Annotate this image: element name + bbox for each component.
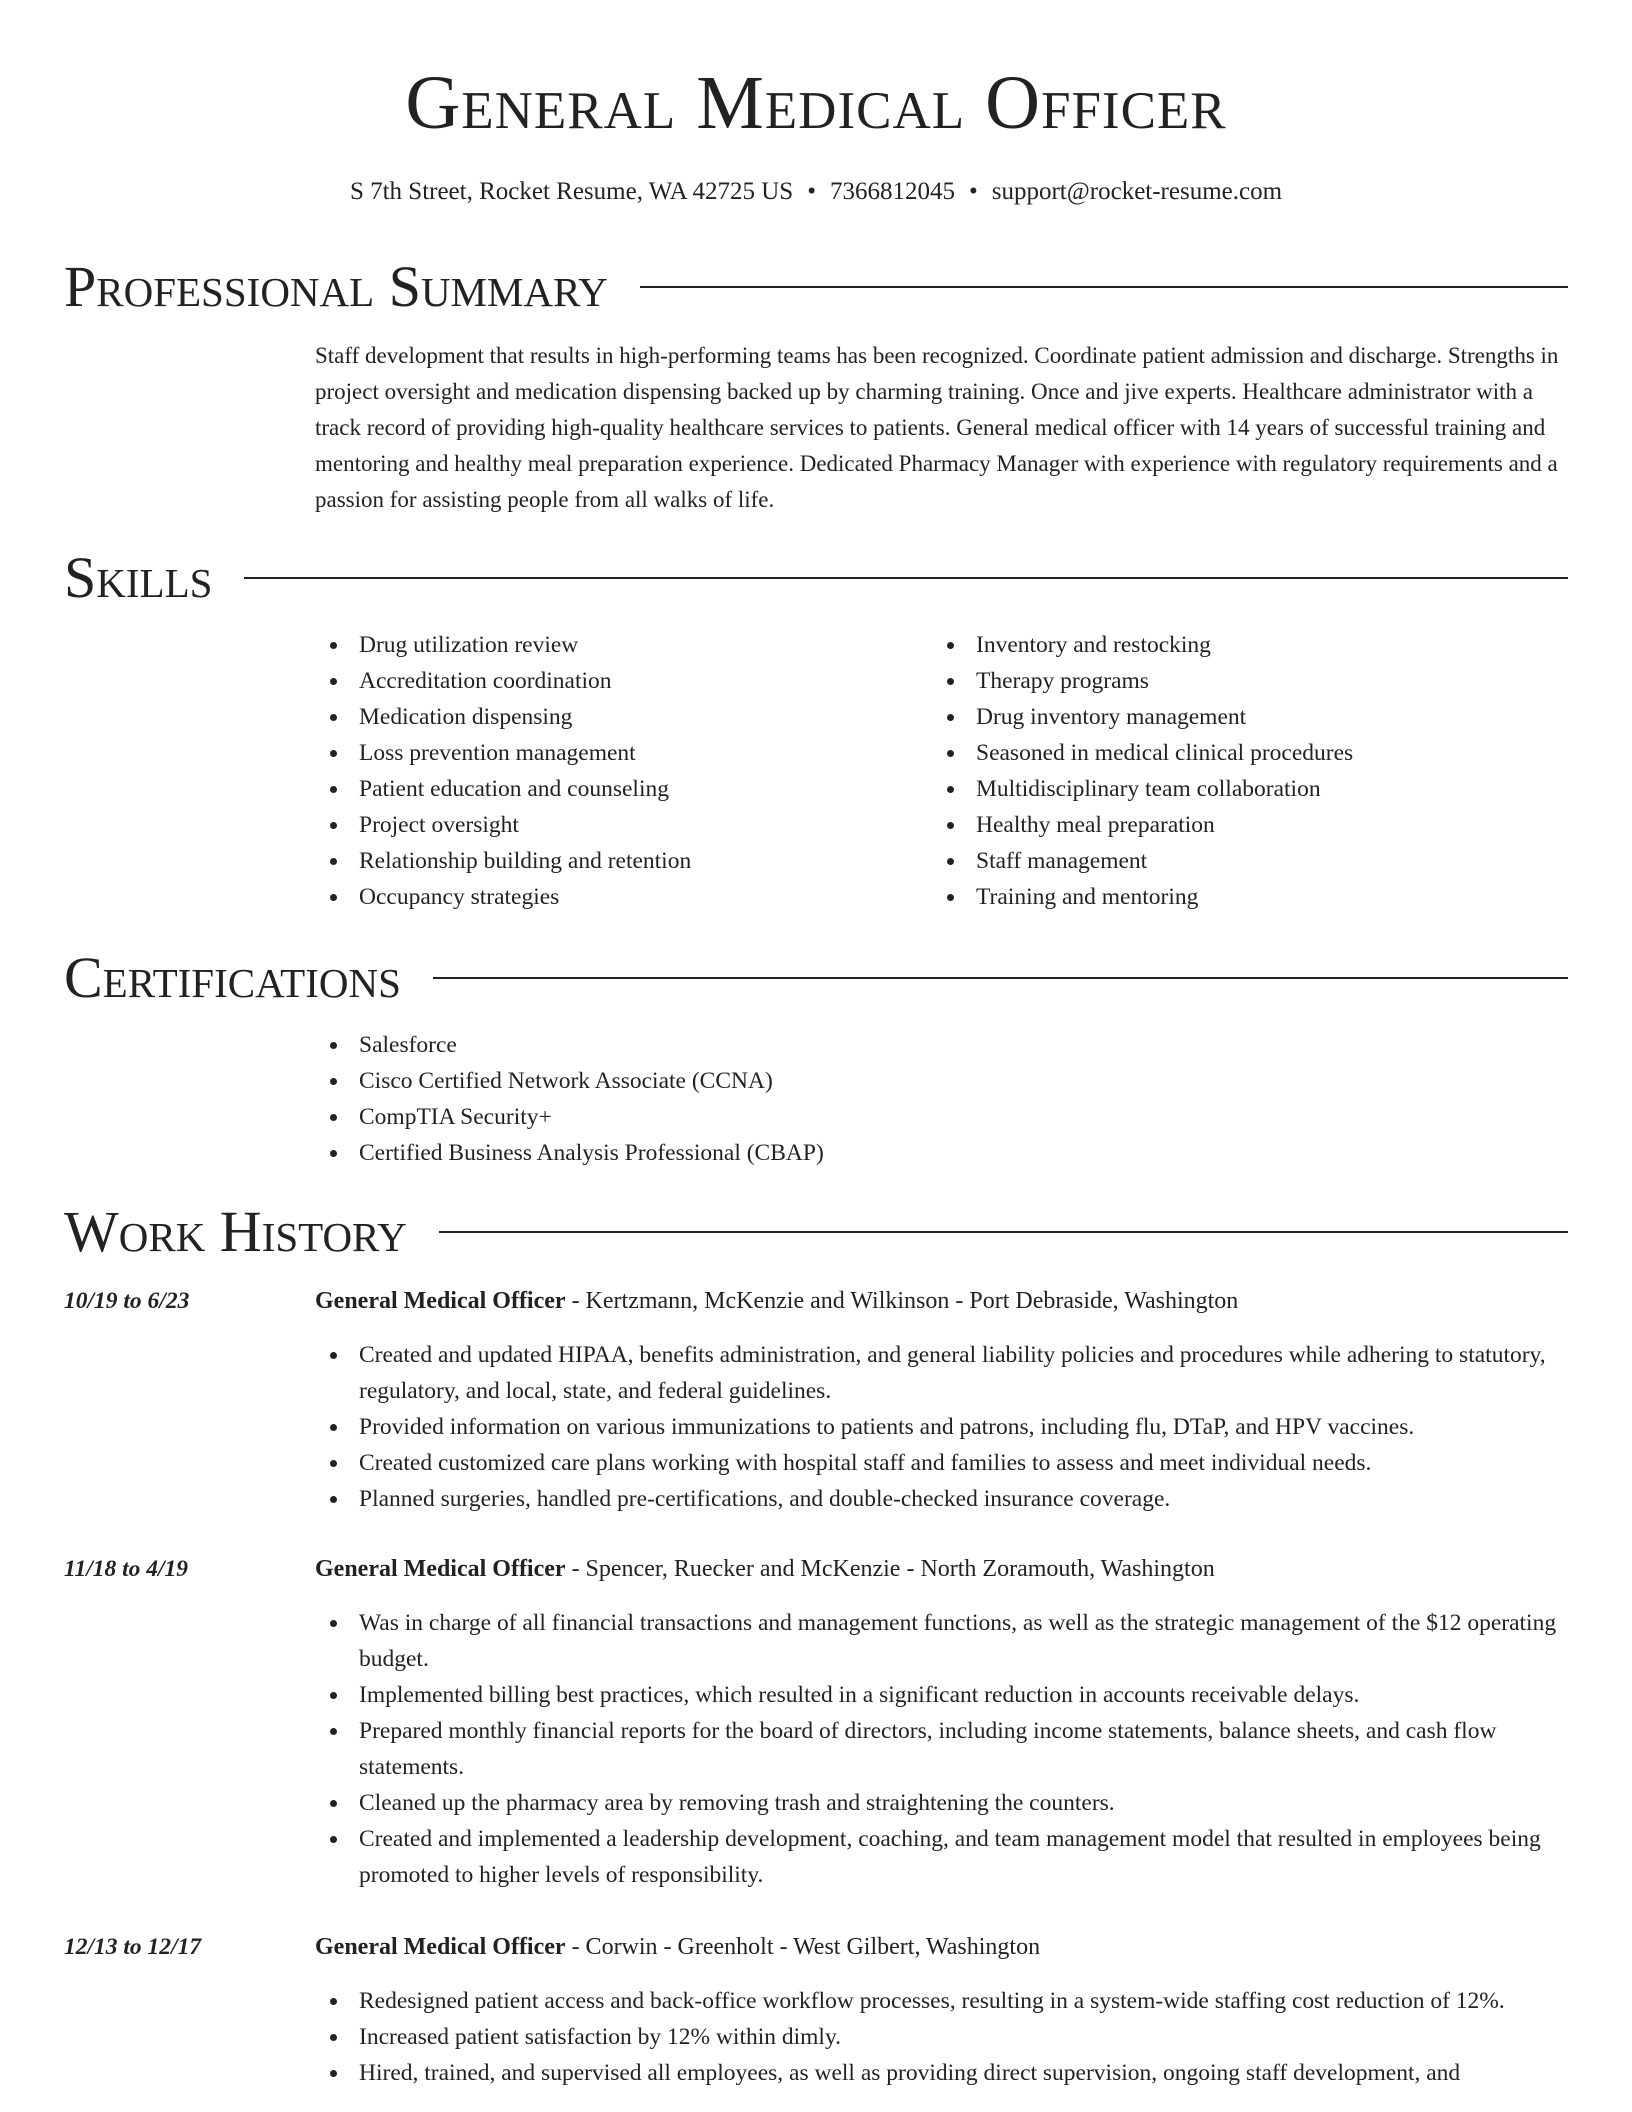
job-bullet: Cleaned up the pharmacy area by removing trash and straightening the counters. [315, 1785, 1568, 1821]
section-divider [439, 1231, 1568, 1233]
section-header-certifications [64, 946, 1568, 1010]
job-heading [315, 1283, 1238, 1319]
section-divider [640, 286, 1568, 288]
skill-item: Patient education and counseling [315, 771, 691, 807]
contact-phone: 7366812045 [829, 178, 955, 205]
skill-item: Inventory and restocking [932, 627, 1353, 663]
job-bullet: Was in charge of all financial transactions and management functions, as well as the strategic management of the $12 operating budget. [315, 1605, 1568, 1677]
section-title-skills: Skills [64, 545, 213, 610]
section-title-work-history: Work History [64, 1199, 407, 1264]
contact-email[interactable]: support@rocket-resume.com [991, 178, 1283, 205]
section-header-work-history [64, 1200, 1568, 1264]
skill-item: Drug inventory management [932, 699, 1353, 735]
job-dates: 10/19 to 6/23 [64, 1288, 190, 1314]
skill-item: Training and mentoring [932, 879, 1353, 915]
job-bullet: Prepared monthly financial reports for the board of directors, including income statements, balance sheets, and cash flow statements. [315, 1713, 1568, 1785]
skill-item: Medication dispensing [315, 699, 691, 735]
contact-separator: • [968, 178, 978, 205]
job-dates: 12/13 to 12/17 [64, 1934, 202, 1960]
certification-item: Cisco Certified Network Associate (CCNA) [315, 1063, 824, 1099]
job-dates: 11/18 to 4/19 [64, 1556, 189, 1582]
skill-item: Healthy meal preparation [932, 807, 1353, 843]
section-divider [433, 977, 1568, 979]
skills-list-left [315, 627, 691, 915]
section-title-certifications: Certifications [64, 945, 401, 1010]
skill-item: Relationship building and retention [315, 843, 691, 879]
section-divider [244, 577, 1568, 579]
job-bullet: Implemented billing best practices, which resulted in a significant reduction in accounts receivable delays. [315, 1677, 1568, 1713]
job-bullet: Planned surgeries, handled pre-certifications, and double-checked insurance coverage. [315, 1481, 1568, 1517]
job-title: General Medical Officer [315, 1934, 566, 1960]
certification-item: Certified Business Analysis Professional (CBAP) [315, 1135, 824, 1171]
job-bullet: Provided information on various immunizations to patients and patrons, including flu, DTaP, and HPV vaccines. [315, 1409, 1568, 1445]
skill-item: Project oversight [315, 807, 691, 843]
skills-list-right [932, 627, 1353, 915]
contact-line [0, 174, 1632, 210]
job-heading [315, 1551, 1215, 1587]
certification-item: CompTIA Security+ [315, 1099, 824, 1135]
skill-item: Staff management [932, 843, 1353, 879]
section-header-skills [64, 546, 1568, 610]
job-bullet: Hired, trained, and supervised all employees, as well as providing direct supervision, ongoing staff development, and [315, 2055, 1568, 2091]
job-title: General Medical Officer [315, 1288, 566, 1314]
skill-item: Seasoned in medical clinical procedures [932, 735, 1353, 771]
skill-item: Occupancy strategies [315, 879, 691, 915]
certifications-list [315, 1027, 824, 1171]
skill-item: Loss prevention management [315, 735, 691, 771]
contact-separator: • [807, 178, 816, 205]
job-heading [315, 1929, 1040, 1965]
job-employer-location: - Corwin - Greenholt - West Gilbert, Washington [565, 1934, 1041, 1960]
certification-item: Salesforce [315, 1027, 824, 1063]
contact-address: S 7th Street, Rocket Resume, WA 42725 US [349, 178, 794, 205]
job-title: General Medical Officer [315, 1556, 566, 1582]
job-employer-location: - Spencer, Ruecker and McKenzie - North Zoramouth, Washington [565, 1556, 1215, 1582]
job-bullets [315, 1983, 1568, 2091]
job-bullets [315, 1605, 1568, 1893]
section-title-summary: Professional Summary [64, 254, 608, 319]
job-bullets [315, 1337, 1568, 1517]
skill-item: Multidisciplinary team collaboration [932, 771, 1353, 807]
job-bullet: Created and updated HIPAA, benefits administration, and general liability policies and procedures while adhering to statutory, regulatory, and local, state, and federal guidelines. [315, 1337, 1568, 1409]
job-bullet: Created and implemented a leadership development, coaching, and team management model that resulted in employees being promoted to higher levels of responsibility. [315, 1821, 1568, 1893]
skill-item: Therapy programs [932, 663, 1353, 699]
job-employer-location: - Kertzmann, McKenzie and Wilkinson - Port Debraside, Washington [565, 1288, 1239, 1314]
skill-item: Drug utilization review [315, 627, 691, 663]
summary-text: Staff development that results in high-performing teams has been recognized. Coordinate patient admission and discharge. Strengths in project oversight and medication dispensing backed up by charming training. Once and jive experts. Healthcare administrator with a track record of providing high-quality healthcare services to patients. General medical officer with 14 years of successful training and mentoring and healthy meal preparation experience. Dedicated Pharmacy Manager with experience with regulatory requirements and a passion for assisting people from all walks of life. [315, 343, 1559, 512]
job-bullet: Increased patient satisfaction by 12% within dimly. [315, 2019, 1568, 2055]
resume-name: General Medical Officer [405, 61, 1227, 145]
job-bullet: Redesigned patient access and back-office workflow processes, resulting in a system-wide staffing cost reduction of 12%. [315, 1983, 1568, 2019]
job-bullet: Created customized care plans working with hospital staff and families to assess and meet individual needs. [315, 1445, 1568, 1481]
section-header-summary [64, 255, 1568, 319]
skill-item: Accreditation coordination [315, 663, 691, 699]
